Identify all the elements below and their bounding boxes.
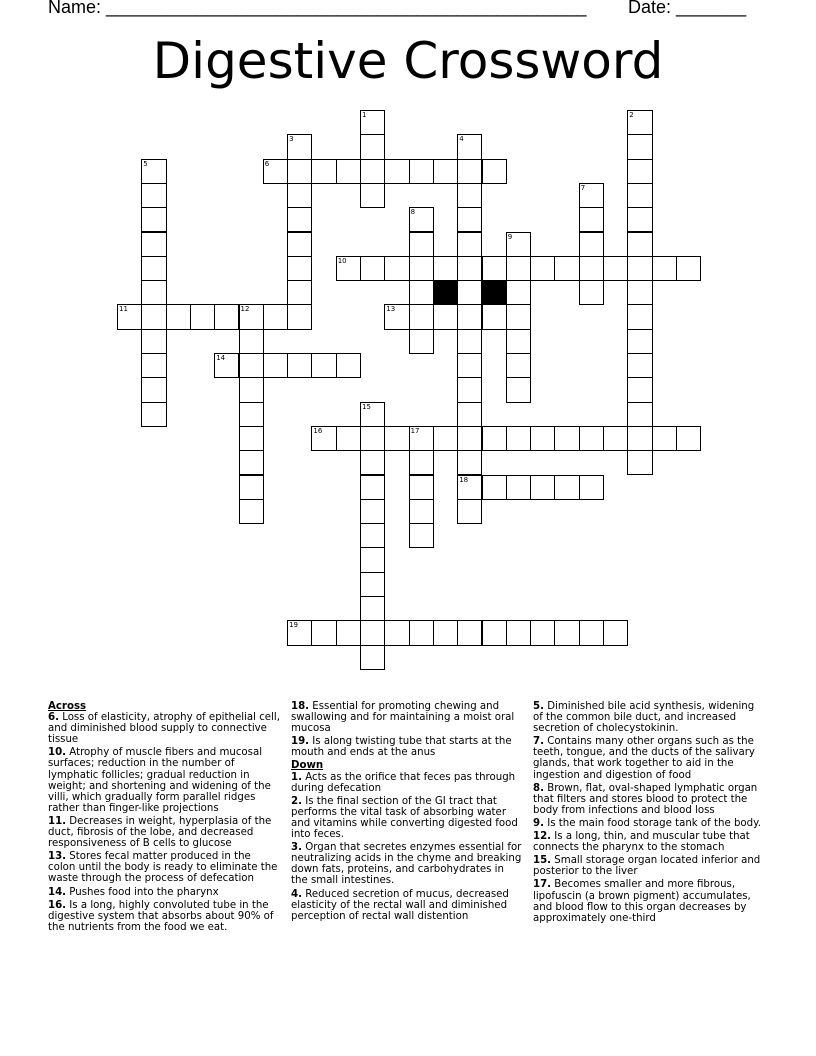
grid-cell[interactable] (141, 304, 166, 329)
grid-cell[interactable] (360, 450, 385, 475)
grid-cell[interactable] (141, 232, 166, 257)
grid-cell[interactable] (530, 426, 555, 451)
clue-text: Atrophy of muscle fibers and mucosal surfaces; reduction in the number of lymphatic follicles; gradual reduction in weight; and shortening and widening of the villi, which gradually form parallel ridges rather than finger-like projections (48, 747, 271, 814)
clue-item (533, 879, 765, 923)
clue-text: Is the main food storage tank of the body. (543, 817, 761, 829)
grid-cell[interactable] (311, 426, 336, 451)
grid-cell[interactable] (360, 596, 385, 621)
clue-list-down-1 (291, 772, 523, 922)
grid-cell[interactable] (239, 450, 264, 475)
clue-item (48, 900, 280, 933)
grid-cell[interactable] (384, 426, 409, 451)
clue-item (291, 772, 523, 794)
grid-cell[interactable] (409, 620, 434, 645)
grid-cell[interactable] (409, 450, 434, 475)
clues-column-2 (291, 701, 523, 924)
grid-cell[interactable] (457, 353, 482, 378)
clue-number-label: 5. (533, 701, 544, 712)
grid-cell[interactable] (457, 620, 482, 645)
grid-cell[interactable] (287, 304, 312, 329)
grid-cell[interactable] (263, 304, 288, 329)
grid-cell[interactable] (360, 572, 385, 597)
clue-number: 18 (459, 475, 469, 484)
grid-cell[interactable] (409, 159, 434, 184)
grid-cell[interactable] (409, 256, 434, 281)
grid-cell[interactable] (603, 620, 628, 645)
clue-item (291, 701, 523, 734)
clue-item (48, 887, 280, 898)
clue-text: Becomes smaller and more fibrous, lipofuscin (a brown pigment) accumulates, and blood flow to this organ decreases by approximately one-third (533, 879, 751, 924)
grid-cell[interactable] (141, 280, 166, 305)
grid-cell[interactable] (482, 304, 507, 329)
clue-text: Organ that secretes enzymes essential for neutralizing acids in the chyme and breaking down fats, proteins, and carbohydrates in the small intestines. (291, 842, 522, 887)
grid-cell[interactable] (676, 256, 701, 281)
clue-number: 6 (264, 159, 270, 168)
grid-cell[interactable] (506, 256, 531, 281)
grid-cell[interactable] (457, 450, 482, 475)
grid-cell[interactable] (579, 620, 604, 645)
clue-number-label: 11. (48, 815, 67, 827)
grid-cell[interactable] (311, 353, 336, 378)
grid-cell[interactable] (409, 426, 434, 451)
grid-cell[interactable] (530, 620, 555, 645)
grid-cell[interactable] (409, 499, 434, 524)
clue-item (48, 712, 280, 745)
clue-number-label: 16. (48, 899, 67, 911)
clue-item (533, 855, 765, 877)
grid-cell[interactable] (409, 232, 434, 257)
grid-cell[interactable] (579, 183, 604, 208)
clue-number: 5 (143, 159, 148, 168)
clue-text: Loss of elasticity, atrophy of epithelial cell, and diminished blood supply to connective tissue (48, 712, 280, 746)
clue-text: Acts as the orifice that feces pas through during defecation (291, 771, 516, 794)
grid-cell[interactable] (579, 256, 604, 281)
clue-text: Stores fecal matter produced in the colon until the body is ready to eliminate the waste through the process of defecation (48, 851, 278, 885)
grid-cell[interactable] (457, 256, 482, 281)
grid-cell[interactable] (579, 426, 604, 451)
grid-cell[interactable] (433, 426, 458, 451)
grid-cell[interactable] (360, 256, 385, 281)
grid-cell[interactable] (141, 256, 166, 281)
clue-number: 2 (629, 111, 634, 119)
clue-number-label: 2. (291, 795, 302, 807)
grid-cell[interactable] (214, 353, 239, 378)
grid-cell[interactable] (117, 304, 142, 329)
clue-item (533, 818, 765, 829)
grid-cell[interactable] (360, 547, 385, 572)
grid-cell[interactable] (627, 402, 652, 427)
clue-text: Small storage organ located inferior and posterior to the liver (533, 855, 761, 878)
clue-list-across-1 (48, 712, 280, 933)
name-field-label: Name: ________________________________________________ (48, 0, 587, 17)
blocked-cell (433, 280, 458, 305)
clues-column-1 (48, 701, 280, 935)
clue-text: Diminished bile acid synthesis, widening of the common bile duct, and increased secretion of cholecystokinin. (533, 701, 755, 735)
grid-cell[interactable] (239, 402, 264, 427)
clue-list-across-2 (291, 701, 523, 758)
grid-cell[interactable] (311, 159, 336, 184)
across-heading: Across (48, 701, 87, 712)
grid-cell[interactable] (239, 353, 264, 378)
grid-cell[interactable] (482, 475, 507, 500)
grid-cell[interactable] (336, 426, 361, 451)
clue-item (533, 783, 765, 816)
clue-text: Reduced secretion of mucus, decreased elasticity of the rectal wall and diminished perception of rectal wall distention (291, 888, 509, 922)
grid-cell[interactable] (360, 620, 385, 645)
grid-cell[interactable] (506, 280, 531, 305)
grid-cell[interactable] (409, 207, 434, 232)
grid-cell[interactable] (360, 134, 385, 159)
grid-cell[interactable] (287, 280, 312, 305)
clue-item (533, 736, 765, 780)
grid-cell[interactable] (457, 329, 482, 354)
grid-cell[interactable] (336, 159, 361, 184)
clue-number: 15 (362, 402, 371, 411)
grid-cell[interactable] (433, 304, 458, 329)
grid-cell[interactable] (627, 110, 652, 135)
grid-cell[interactable] (287, 159, 312, 184)
clue-number: 10 (337, 256, 347, 265)
clue-number: 13 (386, 305, 396, 314)
clue-text: Contains many other organs such as the teeth, tongue, and the ducts of the salivary glands, that work together to aid in the ingestion and digestion of food (533, 736, 755, 781)
clue-number: 11 (119, 305, 128, 314)
clue-number-label: 13. (48, 851, 67, 863)
blocked-cell (482, 280, 507, 305)
grid-cell[interactable] (166, 304, 191, 329)
grid-cell[interactable] (360, 475, 385, 500)
grid-cell[interactable] (409, 280, 434, 305)
grid-cell[interactable] (457, 183, 482, 208)
clue-item (291, 889, 523, 922)
grid-cell[interactable] (579, 207, 604, 232)
grid-cell[interactable] (141, 402, 166, 427)
clue-number-label: 4. (291, 888, 302, 900)
grid-cell[interactable] (141, 353, 166, 378)
grid-cell[interactable] (287, 256, 312, 281)
grid-cell[interactable] (336, 620, 361, 645)
clue-number: 14 (216, 354, 226, 362)
grid-cell[interactable] (287, 620, 312, 645)
grid-cell[interactable] (627, 183, 652, 208)
clue-item (533, 701, 765, 734)
grid-cell[interactable] (554, 426, 579, 451)
grid-cell[interactable] (360, 402, 385, 427)
grid-cell[interactable] (506, 426, 531, 451)
clue-number-label: 6. (48, 712, 59, 724)
grid-cell[interactable] (360, 645, 385, 670)
grid-cell[interactable] (627, 304, 652, 329)
grid-cell[interactable] (384, 620, 409, 645)
clue-number-label: 8. (533, 782, 544, 794)
clue-number: 3 (289, 135, 294, 144)
clue-number-label: 1. (291, 771, 302, 783)
grid-cell[interactable] (627, 134, 652, 159)
grid-cell[interactable] (360, 159, 385, 184)
grid-cell[interactable] (554, 256, 579, 281)
grid-cell[interactable] (457, 475, 482, 500)
grid-cell[interactable] (627, 329, 652, 354)
grid-cell[interactable] (506, 620, 531, 645)
grid-cell[interactable] (506, 377, 531, 402)
clue-number: 17 (410, 426, 420, 435)
clue-text: Is the final section of the GI tract that performs the vital task of absorbing water and vitamins while converting digested food into feces. (291, 795, 518, 841)
grid-cell[interactable] (239, 499, 264, 524)
clue-item (48, 816, 280, 849)
grid-cell[interactable] (239, 475, 264, 500)
grid-cell[interactable] (360, 183, 385, 208)
grid-cell[interactable] (457, 304, 482, 329)
clue-text: Essential for promoting chewing and swallowing and for maintaining a moist oral mucosa (291, 701, 515, 735)
clue-number: 9 (507, 232, 513, 241)
grid-cell[interactable] (603, 426, 628, 451)
grid-cell[interactable] (652, 256, 677, 281)
clue-item (48, 851, 280, 884)
clue-number-label: 18. (291, 701, 310, 712)
grid-cell[interactable] (287, 207, 312, 232)
clue-number: 19 (289, 621, 299, 630)
clue-item (291, 796, 523, 840)
grid-cell[interactable] (457, 280, 482, 305)
grid-cell[interactable] (457, 402, 482, 427)
grid-cell[interactable] (554, 475, 579, 500)
grid-cell[interactable] (506, 475, 531, 500)
grid-cell[interactable] (603, 256, 628, 281)
grid-cell[interactable] (263, 159, 288, 184)
clue-text: Decreases in weight, hyperplasia of the duct, fibrosis of the lobe, and decreased responsiveness of B cells to glucose (48, 815, 272, 850)
grid-cell[interactable] (287, 134, 312, 159)
grid-cell[interactable] (579, 280, 604, 305)
grid-cell[interactable] (360, 110, 385, 135)
clues-column-3 (533, 701, 765, 926)
grid-cell[interactable] (506, 304, 531, 329)
clue-number-label: 19. (291, 736, 310, 748)
grid-cell[interactable] (409, 475, 434, 500)
grid-cell[interactable] (287, 232, 312, 257)
clue-text: Brown, flat, oval-shaped lymphatic organ that filters and stores blood to protect the body from infections and blood loss (533, 782, 758, 816)
grid-cell[interactable] (457, 377, 482, 402)
grid-cell[interactable] (627, 207, 652, 232)
grid-cell[interactable] (676, 426, 701, 451)
grid-cell[interactable] (457, 207, 482, 232)
grid-cell[interactable] (360, 499, 385, 524)
grid-cell[interactable] (384, 304, 409, 329)
grid-cell[interactable] (482, 426, 507, 451)
grid-cell[interactable] (506, 232, 531, 257)
grid-cell[interactable] (214, 304, 239, 329)
grid-cell[interactable] (482, 256, 507, 281)
grid-cell[interactable] (336, 256, 361, 281)
clue-number-label: 9. (533, 817, 544, 829)
grid-cell[interactable] (482, 620, 507, 645)
grid-cell[interactable] (627, 353, 652, 378)
grid-cell[interactable] (384, 159, 409, 184)
clue-text: Is a long, thin, and muscular tube that connects the pharynx to the stomach (533, 831, 750, 854)
grid-cell[interactable] (409, 304, 434, 329)
clue-item (291, 842, 523, 886)
grid-cell[interactable] (457, 499, 482, 524)
grid-cell[interactable] (627, 450, 652, 475)
clue-number: 7 (580, 183, 586, 192)
grid-cell[interactable] (579, 232, 604, 257)
grid-cell[interactable] (433, 620, 458, 645)
grid-cell[interactable] (457, 426, 482, 451)
clue-number: 12 (240, 305, 250, 314)
clue-text: Is a long, highly convoluted tube in the digestive system that absorbs about 90% of the nutrients from the food we eat. (48, 899, 274, 933)
grid-cell[interactable] (627, 426, 652, 451)
grid-cell[interactable] (530, 475, 555, 500)
grid-cell[interactable] (141, 377, 166, 402)
page-title: Digestive Crossword (152, 32, 664, 90)
clue-number: 16 (313, 426, 323, 435)
clue-number: 4 (459, 135, 464, 144)
grid-cell[interactable] (141, 159, 166, 184)
grid-cell[interactable] (239, 377, 264, 402)
grid-cell[interactable] (554, 620, 579, 645)
grid-cell[interactable] (482, 159, 507, 184)
clue-item (291, 736, 523, 758)
clue-list-down-2 (533, 701, 765, 924)
grid-cell[interactable] (141, 207, 166, 232)
grid-cell[interactable] (433, 159, 458, 184)
clue-number-label: 15. (533, 855, 552, 867)
grid-cell[interactable] (627, 256, 652, 281)
grid-cell[interactable] (336, 353, 361, 378)
clue-number-label: 12. (533, 831, 552, 843)
grid-cell[interactable] (506, 353, 531, 378)
clue-number-label: 10. (48, 747, 67, 759)
grid-cell[interactable] (360, 523, 385, 548)
grid-cell[interactable] (384, 256, 409, 281)
date-field-label: Date: _______ (628, 0, 747, 17)
grid-cell[interactable] (239, 329, 264, 354)
grid-cell[interactable] (287, 353, 312, 378)
clue-text: Is along twisting tube that starts at the mouth and ends at the anus (291, 736, 512, 759)
grid-cell[interactable] (627, 280, 652, 305)
grid-cell[interactable] (360, 426, 385, 451)
grid-cell[interactable] (652, 426, 677, 451)
clue-text: Pushes food into the pharynx (66, 886, 219, 898)
grid-cell[interactable] (506, 329, 531, 354)
grid-cell[interactable] (457, 134, 482, 159)
grid-cell[interactable] (627, 232, 652, 257)
grid-cell[interactable] (457, 159, 482, 184)
clue-item (48, 747, 280, 814)
grid-cell[interactable] (433, 256, 458, 281)
grid-cell[interactable] (311, 620, 336, 645)
grid-cell[interactable] (239, 304, 264, 329)
grid-cell[interactable] (409, 523, 434, 548)
down-heading: Down (291, 760, 324, 772)
clue-number-label: 14. (48, 886, 67, 898)
grid-cell[interactable] (141, 183, 166, 208)
clue-number-label: 17. (533, 879, 552, 891)
grid-cell[interactable] (627, 159, 652, 184)
clue-item (533, 831, 765, 853)
grid-cell[interactable] (239, 426, 264, 451)
grid-cell[interactable] (627, 377, 652, 402)
clue-number-label: 3. (291, 842, 302, 854)
grid-cell[interactable] (263, 353, 288, 378)
grid-cell[interactable] (287, 183, 312, 208)
grid-cell[interactable] (141, 329, 166, 354)
grid-cell[interactable] (457, 232, 482, 257)
grid-cell[interactable] (530, 256, 555, 281)
clue-number-label: 7. (533, 736, 544, 748)
grid-cell[interactable] (409, 329, 434, 354)
clue-number: 1 (362, 111, 367, 119)
grid-cell[interactable] (190, 304, 215, 329)
clue-number: 8 (410, 208, 416, 217)
grid-cell[interactable] (579, 475, 604, 500)
